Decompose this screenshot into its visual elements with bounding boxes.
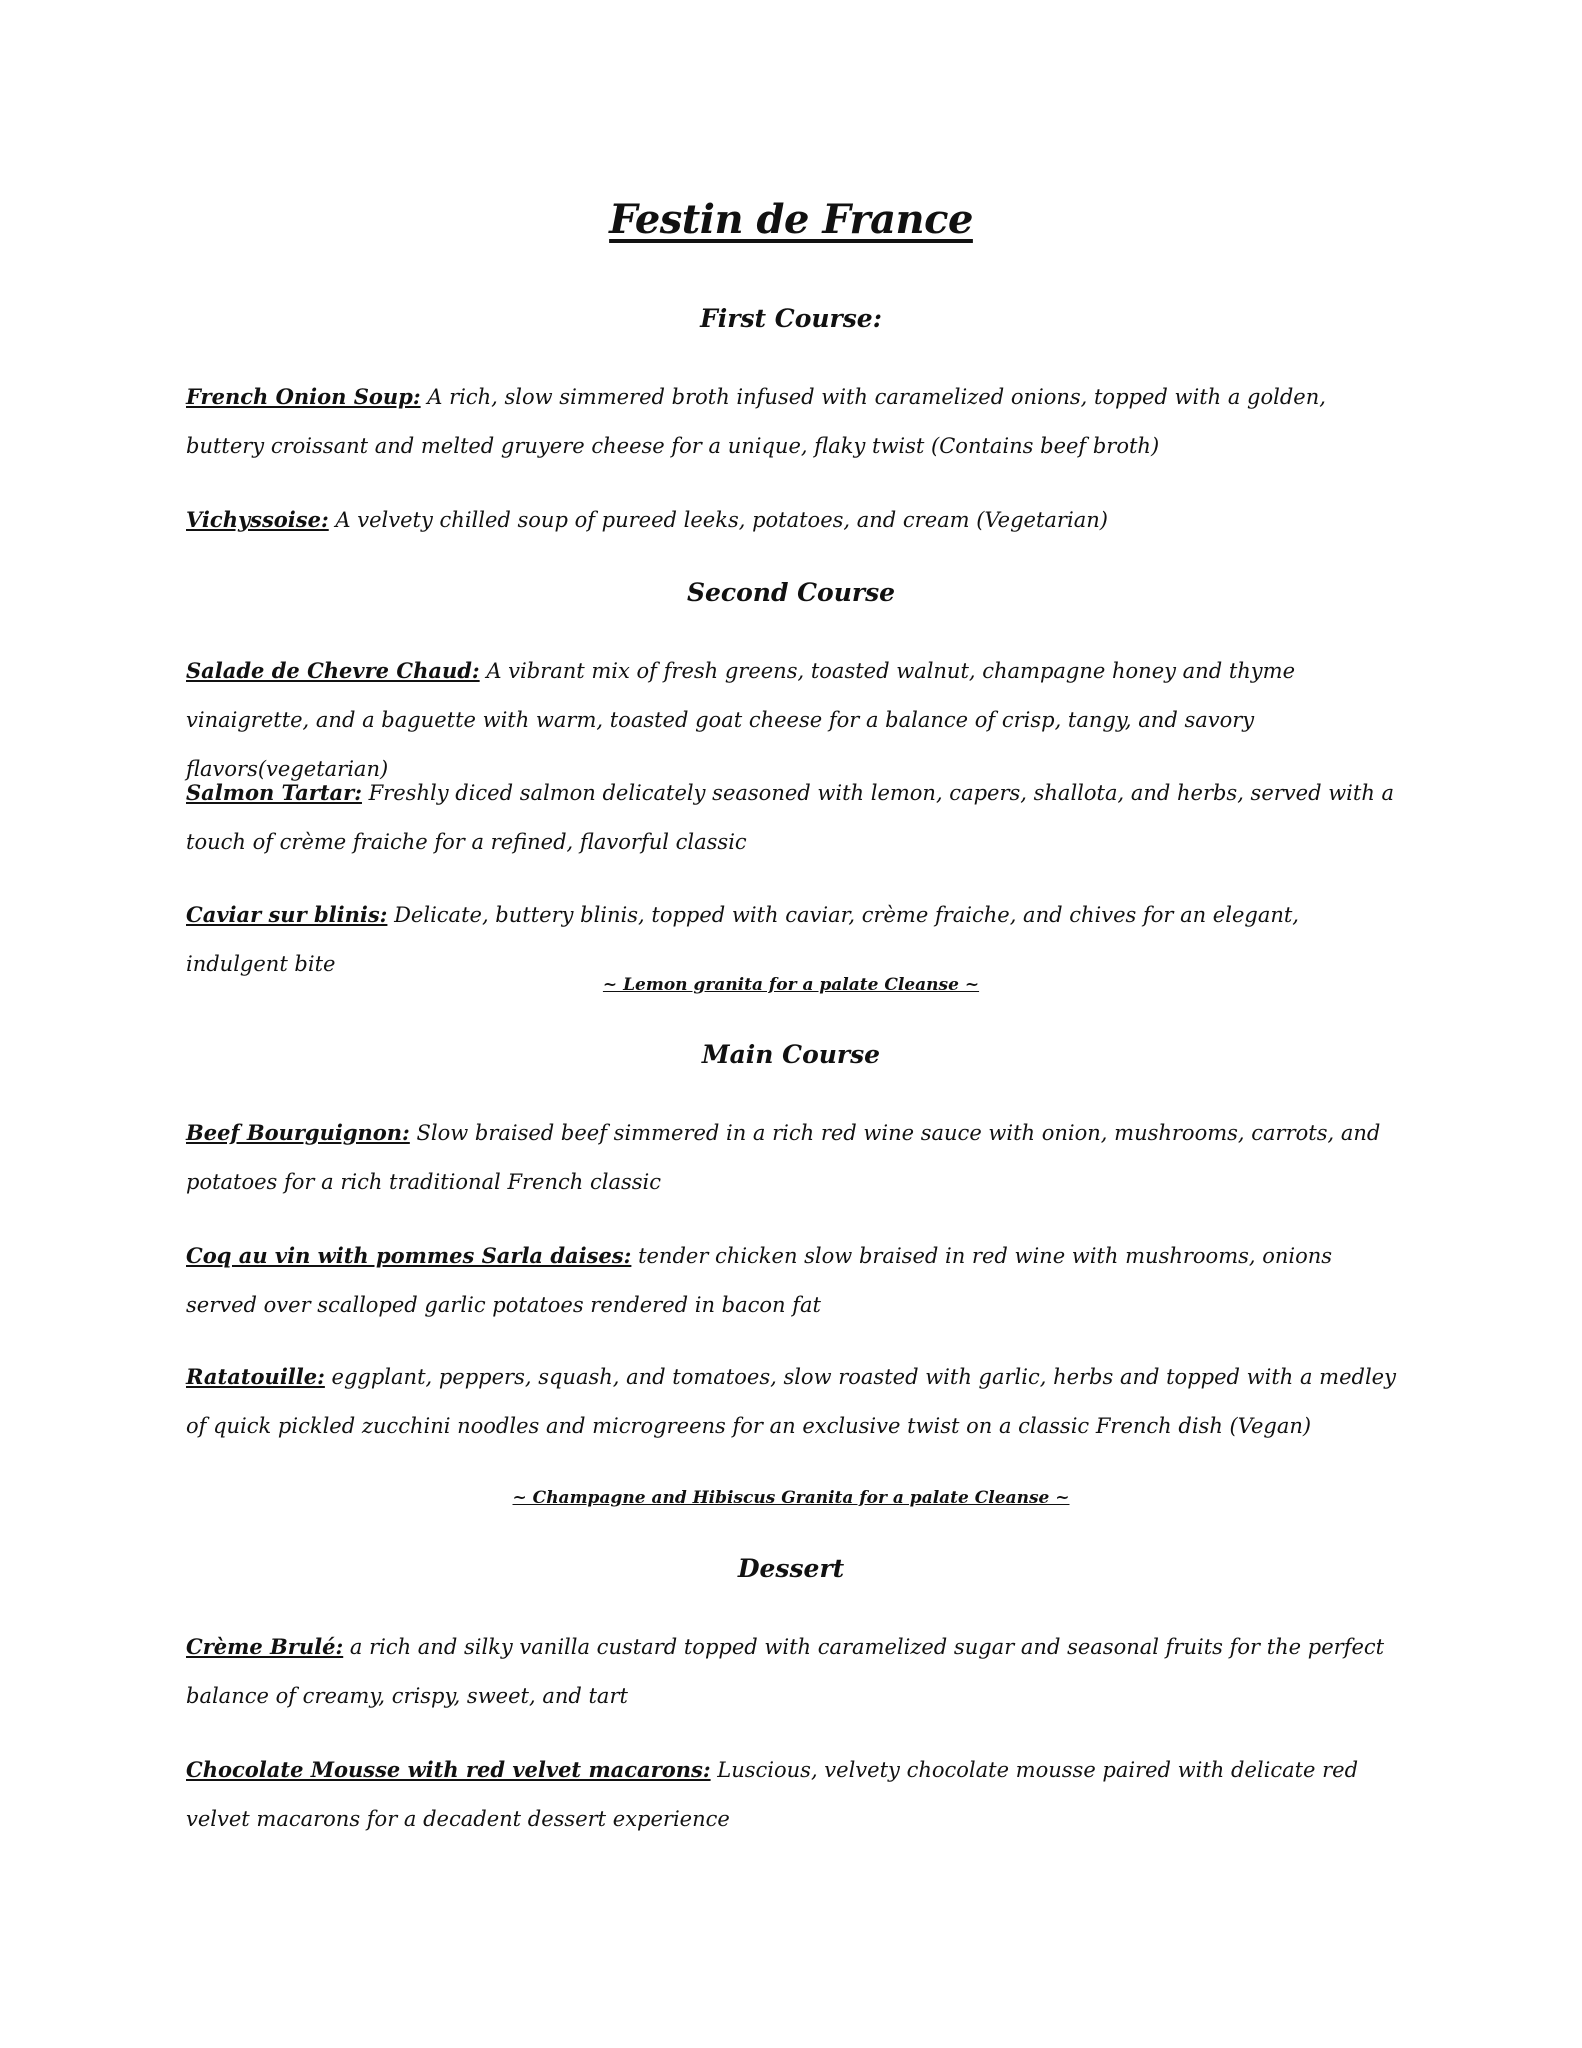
menu-item-description: Freshly diced salmon delicately seasoned with lemon, capers, shallota, and herbs, served with a touch of crème fraiche for a refined, flavorful classic bbox=[186, 781, 1395, 854]
menu-item-name: Crème Brulé: bbox=[186, 1634, 344, 1659]
menu-item-name: Coq au vin with pommes Sarla daises: bbox=[186, 1243, 632, 1268]
menu-item-name: French Onion Soup: bbox=[186, 384, 421, 409]
menu-item-creme-brule bbox=[186, 1622, 1396, 1721]
menu-item-description: A velvety chilled soup of pureed leeks, potatoes, and cream (Vegetarian) bbox=[328, 508, 1108, 532]
menu-item-description: A vibrant mix of fresh greens, toasted walnut, champagne honey and thyme vinaigrette, and a baguette with warm, toasted goat cheese for a balance of crisp, tangy, and savory flavors(vegetarian) bbox=[186, 659, 1295, 781]
section-heading-first-course: First Course: bbox=[700, 304, 882, 333]
menu-item-name: Caviar sur blinis: bbox=[186, 902, 388, 927]
menu-item-description: eggplant, peppers, squash, and tomatoes, slow roasted with garlic, herbs and topped with a medley of quick pickled zucchini noodles and microgreens for an exclusive twist on a classic French dish (Vegan) bbox=[186, 1365, 1396, 1438]
menu-item-french-onion-soup bbox=[186, 372, 1396, 471]
menu-item-description: Delicate, buttery blinis, topped with caviar, crème fraiche, and chives for an elegant, indulgent bite bbox=[186, 903, 1299, 976]
section-heading-dessert: Dessert bbox=[737, 1554, 845, 1583]
menu-item-description: tender chicken slow braised in red wine with mushrooms, onions served over scalloped garlic potatoes rendered in bacon fat bbox=[186, 1244, 1333, 1317]
menu-item-description: Luscious, velvety chocolate mousse paired with delicate red velvet macarons for a decadent dessert experience bbox=[186, 1758, 1359, 1831]
palate-cleanse-note: ~ Lemon granita for a palate Cleanse ~ bbox=[602, 975, 980, 995]
menu-item-name: Salmon Tartar: bbox=[186, 780, 362, 805]
menu-item-description: a rich and silky vanilla custard topped with caramelized sugar and seasonal fruits for the perfect balance of creamy, crispy, sweet, and tart bbox=[186, 1635, 1385, 1708]
section-heading-second-course: Second Course bbox=[686, 578, 896, 607]
palate-cleanse-note: ~ Champagne and Hibiscus Granita for a palate Cleanse ~ bbox=[512, 1488, 1070, 1508]
menu-item-ratatouille bbox=[186, 1352, 1396, 1451]
menu-item-description: A rich, slow simmered broth infused with caramelized onions, topped with a golden, buttery croissant and melted gruyere cheese for a unique, flaky twist (Contains beef broth) bbox=[186, 385, 1326, 458]
menu-item-coq-au-vin bbox=[186, 1231, 1396, 1330]
menu-item-name: Beef Bourguignon: bbox=[186, 1120, 410, 1145]
menu-item-chocolate-mousse bbox=[186, 1745, 1396, 1844]
menu-title: Festin de France bbox=[609, 196, 973, 243]
menu-item-name: Vichyssoise: bbox=[186, 507, 329, 532]
menu-item-description: Slow braised beef simmered in a rich red wine sauce with onion, mushrooms, carrots, and potatoes for a rich traditional French classic bbox=[186, 1121, 1381, 1194]
menu-item-name: Ratatouille: bbox=[186, 1364, 325, 1389]
menu-item-name: Salade de Chevre Chaud: bbox=[186, 658, 480, 683]
menu-item-name: Chocolate Mousse with red velvet macarons: bbox=[186, 1757, 711, 1782]
menu-item-beef-bourguignon bbox=[186, 1108, 1396, 1207]
menu-item-salmon-tartar bbox=[186, 768, 1396, 867]
section-heading-main-course: Main Course bbox=[701, 1040, 881, 1069]
menu-item-vichyssoise bbox=[186, 495, 1396, 545]
